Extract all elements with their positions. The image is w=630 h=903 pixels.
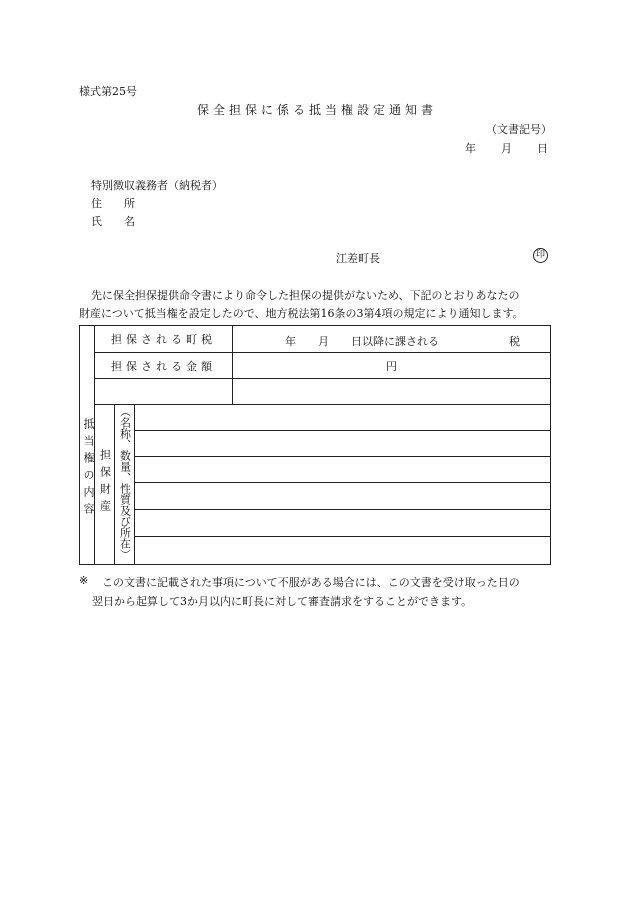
form-number: 様式第25号 xyxy=(79,85,137,98)
property-sub-cell xyxy=(115,405,135,565)
blank-row-cell xyxy=(95,379,233,405)
property-line-2 xyxy=(135,431,551,457)
name-label: 氏 名 xyxy=(91,215,135,228)
date-line: 年 月 日 xyxy=(465,142,549,155)
body-text-line-2: 財産について抵当権を設定したので、地方税法第16条の3第4項の規定により通知します。 xyxy=(79,307,524,320)
row1-label: 担保される町税 xyxy=(111,333,216,346)
row2-value-cell xyxy=(233,353,551,379)
property-label: 担保財産 xyxy=(98,449,112,517)
row1-suffix: 税 xyxy=(509,335,520,348)
note-line-1: この文書に記載された事項について不服がある場合には、この文書を受け取った日の xyxy=(102,576,520,589)
row1-label-cell xyxy=(95,326,233,353)
property-line-5 xyxy=(135,510,551,537)
property-line-6 xyxy=(135,537,551,565)
address-label: 住 所 xyxy=(91,197,135,210)
property-line-3 xyxy=(135,457,551,483)
note-mark: ※ xyxy=(79,574,89,587)
property-label-cell xyxy=(95,405,115,565)
recipient-heading: 特別徴収義務者（納税者） xyxy=(91,179,223,192)
content-table xyxy=(79,325,551,565)
body-text-line-1: 先に保全担保提供命令書により命令した担保の提供がないため、下記のとおりあなたの xyxy=(91,289,520,302)
row1-value-cell xyxy=(233,326,551,353)
side-label-cell xyxy=(80,326,95,565)
note-line-2: 翌日から起算して3か月以内に町長に対して審査請求をすることができます。 xyxy=(92,595,473,608)
row2-value: 円 xyxy=(386,359,397,373)
row2-label-cell xyxy=(95,353,233,379)
document-reference: （文書記号） xyxy=(486,123,552,136)
blank-row-value-cell xyxy=(233,379,551,405)
document-title: 保全担保に係る抵当権設定通知書 xyxy=(197,103,438,117)
side-label: 抵当権の内容 xyxy=(82,417,95,520)
property-line-4 xyxy=(135,483,551,510)
row1-value: 年 月 日以降に課される xyxy=(285,335,440,348)
issuer-name: 江差町長 xyxy=(336,252,380,265)
row2-label: 担保される金額 xyxy=(111,359,216,373)
property-line-1 xyxy=(135,405,551,431)
property-sub: （名称、数量、性質及び所在） xyxy=(118,406,132,560)
seal-mark: 印 xyxy=(533,248,548,263)
